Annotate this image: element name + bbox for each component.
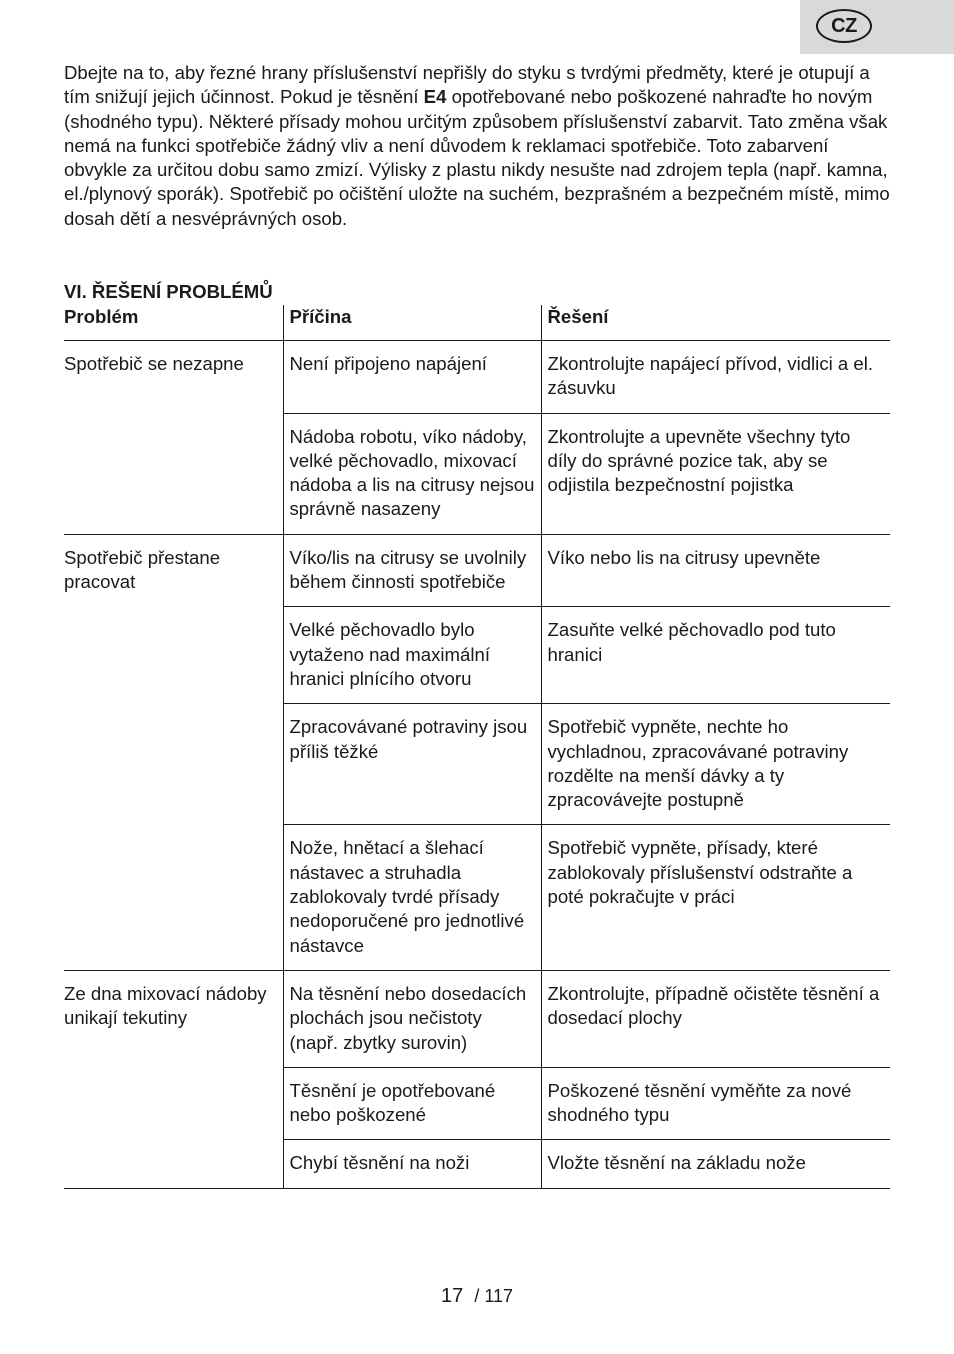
table-header-row	[64, 305, 890, 341]
seal-reference: E4	[423, 86, 447, 108]
solution-cell: Vložte těsnění na základu nože	[541, 1140, 890, 1188]
cause-cell: Zpracovávané potraviny jsou příliš těžké	[283, 704, 541, 825]
problem-cell	[64, 1140, 283, 1188]
problem-cell	[64, 825, 283, 970]
problem-cell	[64, 1067, 283, 1140]
solution-cell: Poškozené těsnění vyměňte za nové shodného typu	[541, 1067, 890, 1140]
total-pages: / 117	[474, 1286, 514, 1306]
language-badge: CZ	[816, 9, 872, 43]
problem-cell	[64, 704, 283, 825]
troubleshooting-table	[64, 305, 890, 1189]
table-row	[64, 607, 890, 704]
solution-cell: Zkontrolujte napájecí přívod, vidlici a el. zásuvku	[541, 341, 890, 414]
intro-paragraph	[64, 61, 890, 231]
table-row	[64, 1140, 890, 1188]
solution-cell: Víko nebo lis na citrusy upevněte	[541, 534, 890, 607]
solution-cell: Spotřebič vypněte, přísady, které zablokovaly příslušenství odstraňte a poté pokračujte v práci	[541, 825, 890, 970]
cause-cell: Chybí těsnění na noži	[283, 1140, 541, 1188]
table-row	[64, 970, 890, 1067]
solution-cell: Zkontrolujte a upevněte všechny tyto díly do správné pozice tak, aby se odjistila bezpečnostní pojistka	[541, 413, 890, 534]
solution-cell: Zkontrolujte, případně očistěte těsnění a dosedací plochy	[541, 970, 890, 1067]
intro-text-start: Dbejte na to, aby řezné hrany příslušenství nepřišly do styku s tvrdými předměty, které je otupují a tím snižují jejich účinnost. Pokud je těsnění	[64, 62, 870, 108]
section-title: VI. ŘEŠENÍ PROBLÉMŮ	[64, 281, 273, 302]
cause-cell: Nádoba robotu, víko nádoby, velké pěchovadlo, mixovací nádoba a lis na citrusy nejsou správně nasazeny	[283, 413, 541, 534]
table-row	[64, 534, 890, 607]
header-solution: Řešení	[547, 306, 609, 327]
problem-cell: Spotřebič přestane pracovat	[64, 534, 283, 607]
table-row	[64, 704, 890, 825]
current-page: 17	[440, 1285, 464, 1307]
header-cause: Příčina	[283, 305, 541, 341]
cause-cell: Těsnění je opotřebované nebo poškozené	[283, 1067, 541, 1140]
cause-cell: Víko/lis na citrusy se uvolnily během činnosti spotřebiče	[283, 534, 541, 607]
cause-cell: Na těsnění nebo dosedacích plochách jsou nečistoty (např. zbytky surovin)	[283, 970, 541, 1067]
problem-cell	[64, 607, 283, 704]
problem-cell	[64, 413, 283, 534]
intro-text-end: opotřebované nebo poškozené nahraďte ho novým (shodného typu). Některé přísady mohou určitým způsobem příslušenství zabarvit. Tato změna však nemá na funkci spotřebiče žádný vliv a není důvodem k reklamaci spotřebiče. Toto zabarvení obvykle za určitou dobu samo zmizí. Výlisky z plastu nikdy nesušte nad zdrojem tepla (např. kamna, el./plynový sporák). Spotřebič po očištění uložte na suchém, bezprašném a bezpečném místě, mimo dosah dětí a nesvéprávných osob.	[64, 86, 890, 229]
table-row	[64, 1067, 890, 1140]
cause-cell: Nože, hnětací a šlehací nástavec a struhadla zablokovaly tvrdé přísady nedoporučené pro jednotlivé nástavce	[283, 825, 541, 970]
language-tab	[800, 0, 954, 54]
table-row	[64, 341, 890, 414]
cause-cell: Velké pěchovadlo bylo vytaženo nad maximální hranici plnícího otvoru	[283, 607, 541, 704]
header-problem: Problém	[64, 306, 139, 327]
cause-cell: Není připojeno napájení	[283, 341, 541, 414]
problem-cell: Spotřebič se nezapne	[64, 341, 283, 414]
problem-cell: Ze dna mixovací nádoby unikají tekutiny	[64, 970, 283, 1067]
table-row	[64, 825, 890, 970]
solution-cell: Zasuňte velké pěchovadlo pod tuto hranici	[541, 607, 890, 704]
page-number	[0, 1285, 954, 1308]
table-row	[64, 413, 890, 534]
solution-cell: Spotřebič vypněte, nechte ho vychladnou, zpracovávané potraviny rozdělte na menší dávky a ty zpracovávejte postupně	[541, 704, 890, 825]
